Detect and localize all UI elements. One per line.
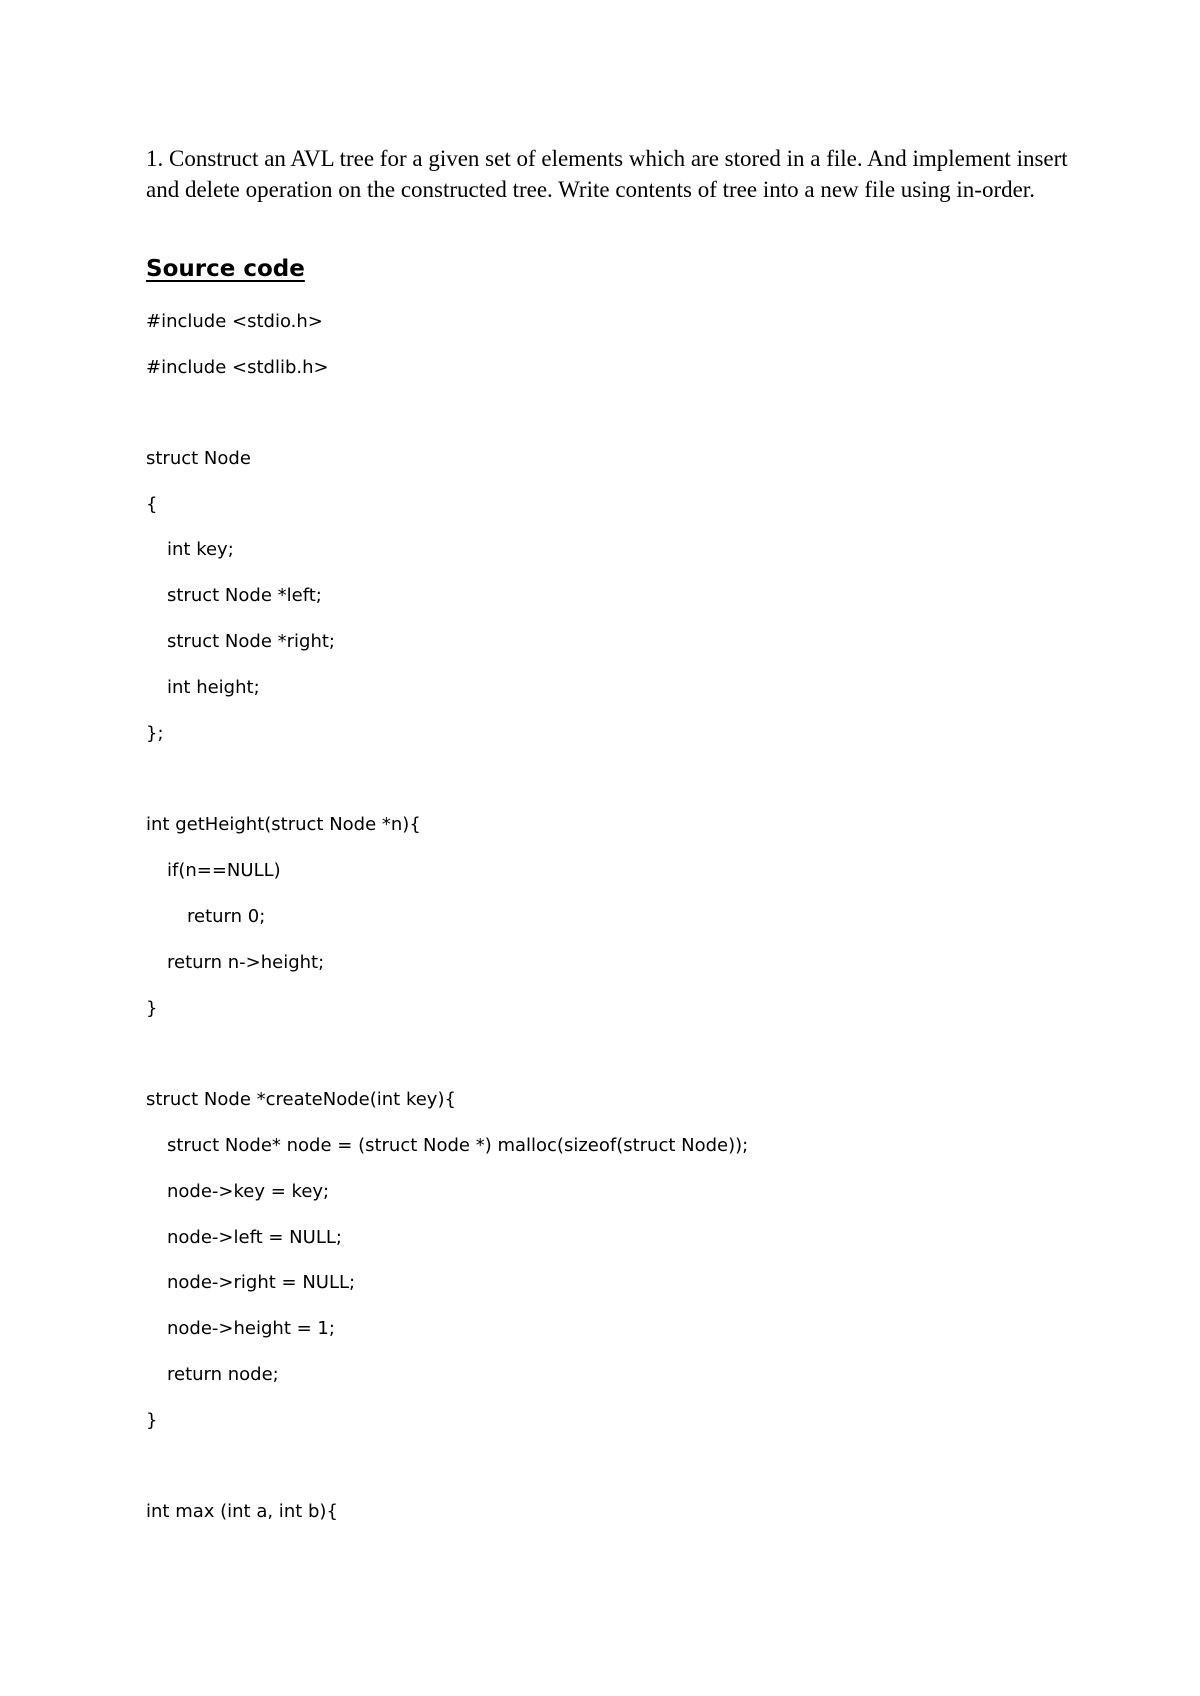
code-line: return n->height; xyxy=(167,952,325,973)
code-line: return node; xyxy=(167,1364,279,1385)
code-line: struct Node* node = (struct Node *) malloc(sizeof(struct Node)); xyxy=(167,1135,749,1156)
code-line: node->key = key; xyxy=(167,1181,330,1202)
section-heading: Source code xyxy=(146,256,305,282)
code-line: return 0; xyxy=(187,906,266,927)
code-line: struct Node *left; xyxy=(167,585,322,606)
code-line: } xyxy=(146,998,158,1019)
code-line: }; xyxy=(146,723,164,744)
code-line: node->right = NULL; xyxy=(167,1272,356,1293)
code-line: { xyxy=(146,494,158,515)
code-line: struct Node *right; xyxy=(167,631,335,652)
code-line: node->height = 1; xyxy=(167,1318,335,1339)
code-line: struct Node *createNode(int key){ xyxy=(146,1089,456,1110)
code-line: struct Node xyxy=(146,448,251,469)
code-line: #include <stdio.h> xyxy=(146,311,323,332)
code-line: } xyxy=(146,1410,158,1431)
code-line: int getHeight(struct Node *n){ xyxy=(146,814,421,835)
code-line: node->left = NULL; xyxy=(167,1227,342,1248)
code-line: int height; xyxy=(167,677,260,698)
code-line: if(n==NULL) xyxy=(167,860,281,881)
question-text: 1. Construct an AVL tree for a given set of elements which are stored in a file. And implement insert and delete operation on the constructed tree. Write contents of tree into a new file using in-order. xyxy=(146,146,1068,202)
code-line: int key; xyxy=(167,539,234,560)
code-line: #include <stdlib.h> xyxy=(146,357,329,378)
code-line: int max (int a, int b){ xyxy=(146,1501,338,1522)
